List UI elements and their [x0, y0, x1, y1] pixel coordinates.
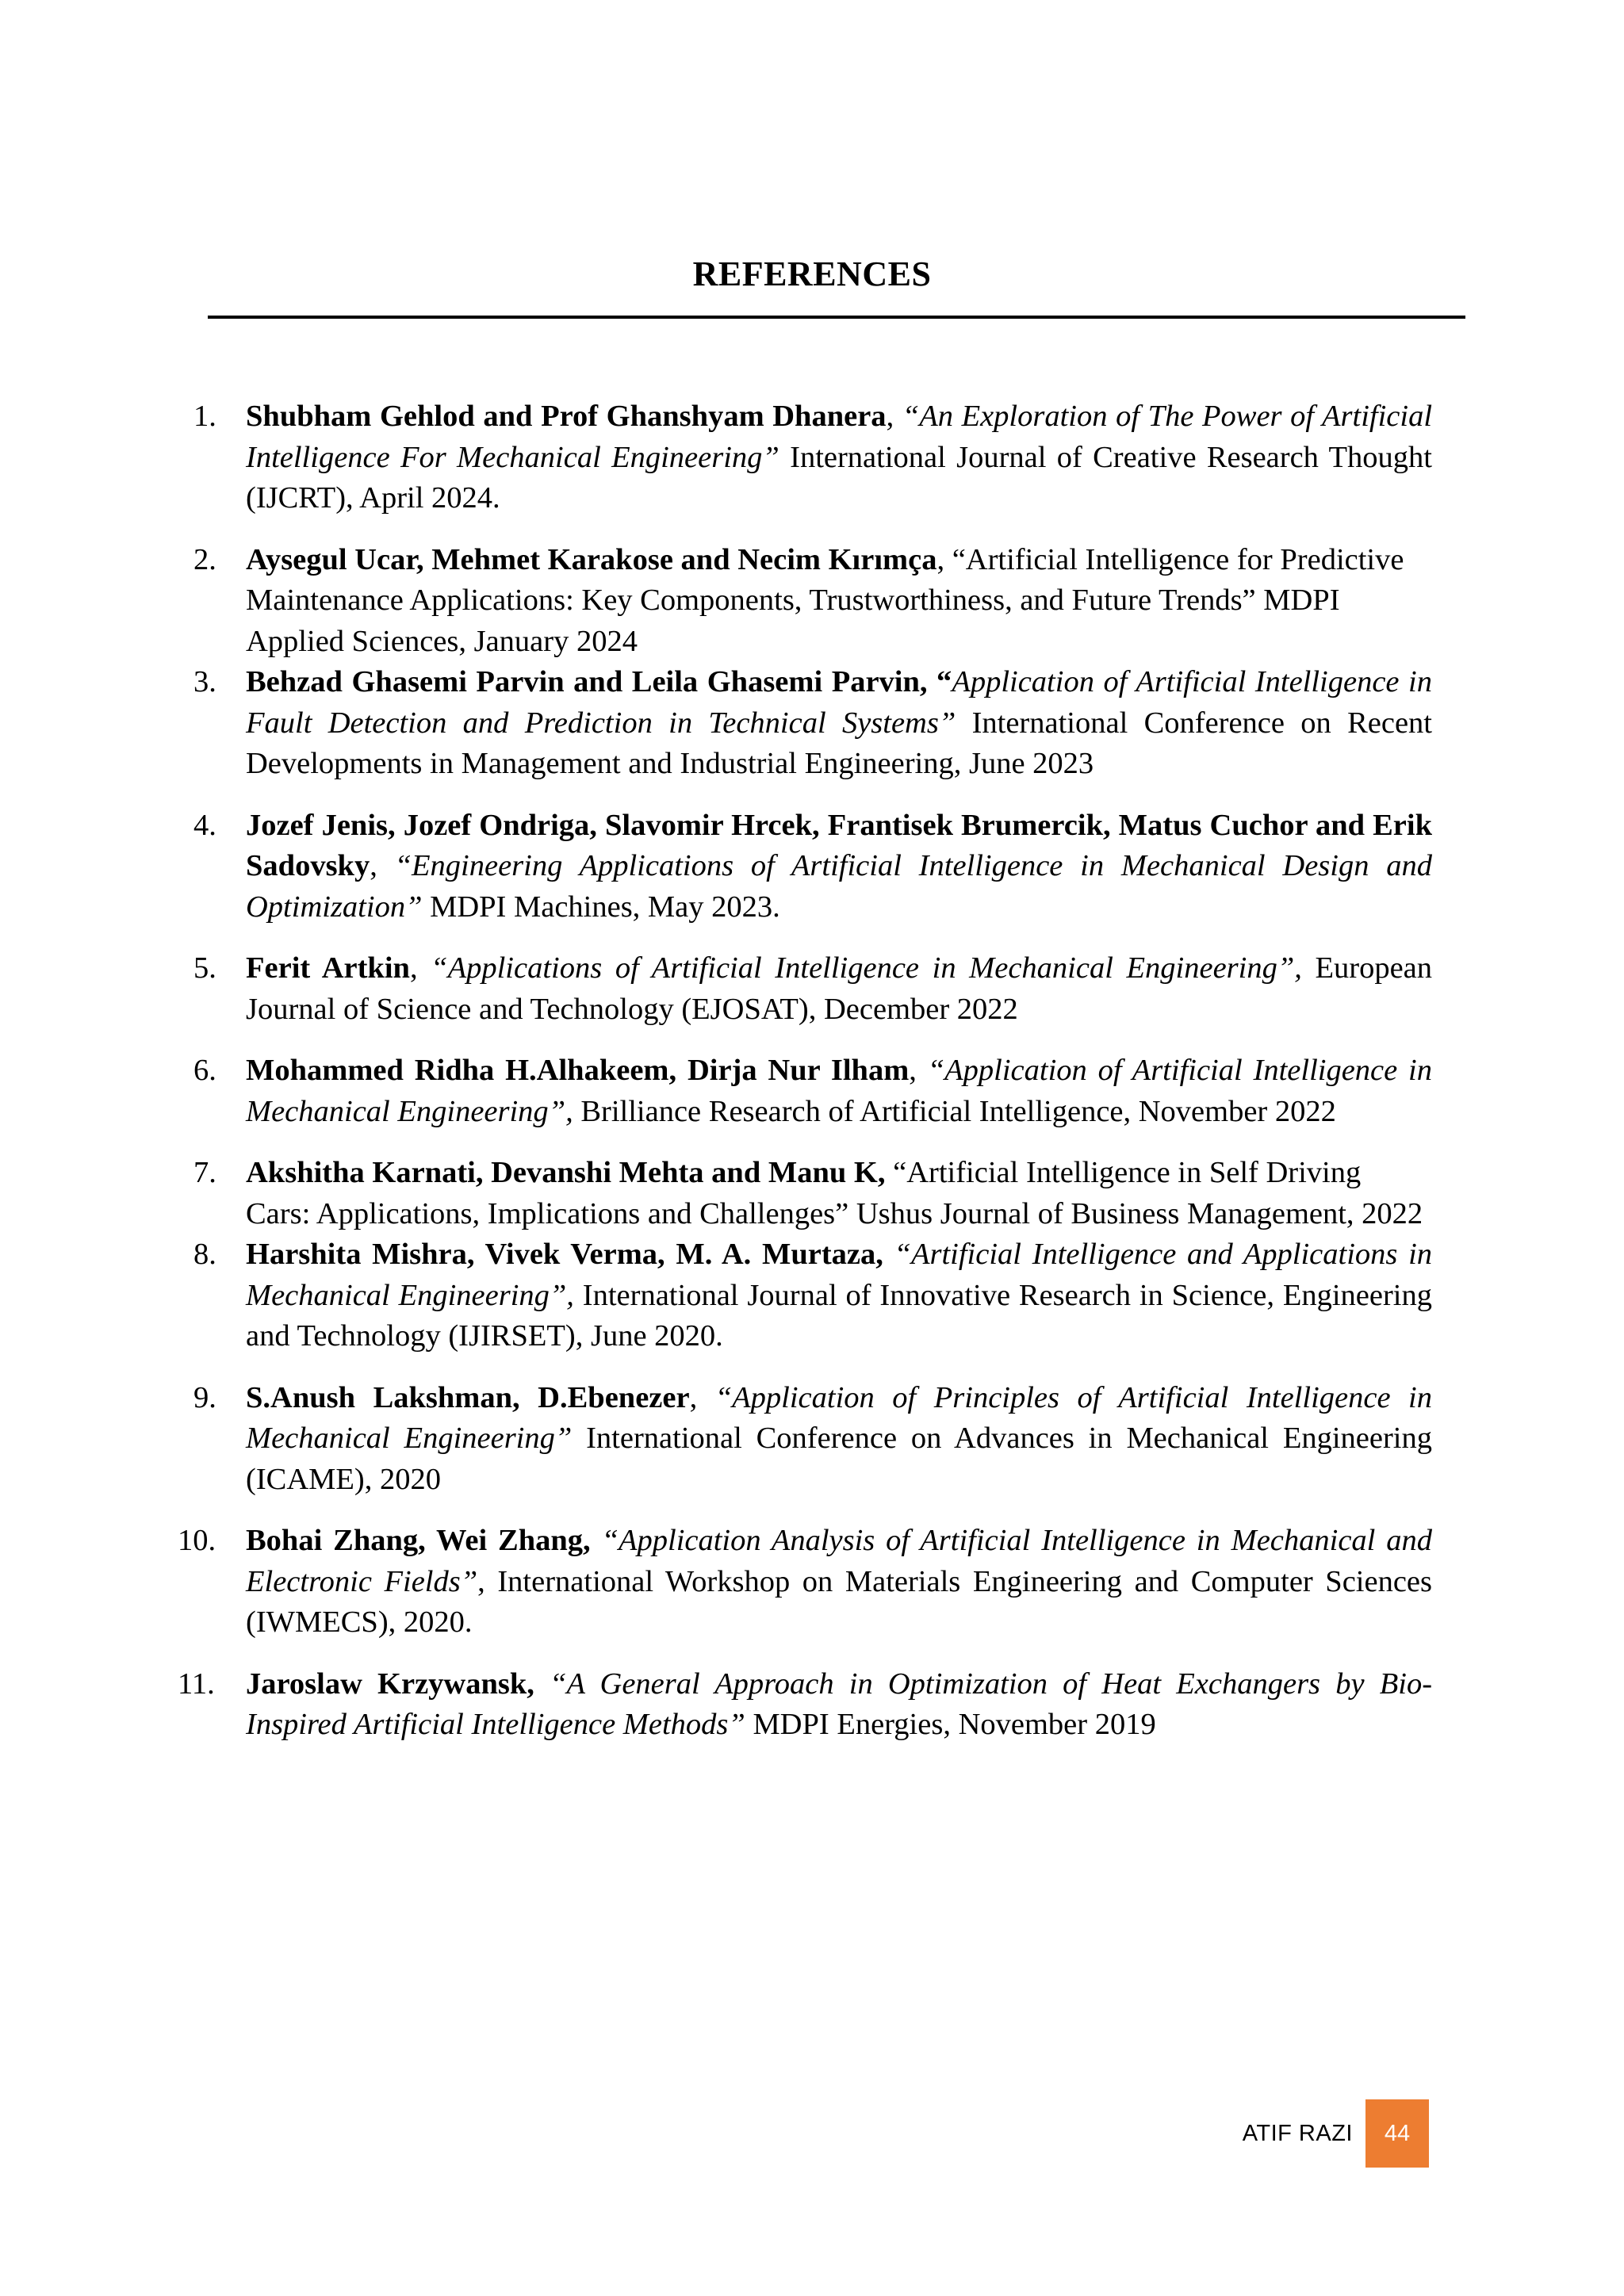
reference-separator: ,	[409, 951, 431, 985]
reference-source: MDPI Machines, May 2023.	[422, 890, 780, 924]
reference-source: International Journal of Creative Research Thought (IJCRT), April 2024.	[246, 440, 1432, 515]
reference-item	[187, 806, 1432, 928]
reference-source: International Conference on Recent Developments in Management and Industrial Engineering, June 2023	[246, 706, 1432, 780]
reference-source: International Journal of Innovative Research in Science, Engineering and Technology (IJIRSET), June 2020.	[246, 1278, 1432, 1353]
reference-number: 5.	[193, 951, 216, 985]
reference-separator: ,	[689, 1380, 715, 1414]
reference-number: 1.	[193, 400, 216, 433]
reference-item	[187, 662, 1432, 785]
reference-number: 2.	[193, 542, 216, 576]
reference-title: “A General Approach in Optimization of Heat Exchangers by Bio-Inspired Artificial Intelligence Methods”	[246, 1667, 1433, 1741]
reference-title: “Application Analysis of Artificial Intelligence in Mechanical and Electronic Fields”	[246, 1524, 1432, 1598]
reference-separator	[591, 1524, 602, 1557]
reference-title: “Application of Principles of Artificial Intelligence in Mechanical Engineering”	[246, 1380, 1432, 1455]
reference-source: International Conference on Advances in Mechanical Engineering (ICAME), 2020	[246, 1422, 1432, 1496]
reference-authors: Bohai Zhang, Wei Zhang,	[246, 1524, 591, 1557]
page-number-badge: 44	[1365, 2099, 1429, 2168]
reference-list	[178, 396, 1433, 1746]
reference-number: 4.	[193, 808, 216, 842]
reference-number: 11.	[178, 1667, 215, 1701]
reference-item	[178, 1664, 1433, 1746]
footer-author: ATIF RAZI	[1242, 2120, 1353, 2146]
reference-authors: Ferit Artkin	[246, 951, 410, 985]
reference-number: 7.	[193, 1156, 216, 1189]
reference-separator	[534, 1667, 550, 1701]
reference-number: 3.	[193, 665, 216, 698]
reference-authors: Mohammed Ridha H.Alhakeem, Dirja Nur Ilham	[246, 1054, 910, 1087]
reference-source: MDPI Applied Sciences, January 2024	[246, 584, 1340, 658]
reference-authors: S.Anush Lakshman, D.Ebenezer	[246, 1380, 690, 1414]
reference-number: 9.	[193, 1380, 216, 1414]
reference-item	[187, 1378, 1432, 1501]
page-title: REFERENCES	[692, 254, 932, 293]
reference-authors: Behzad Ghasemi Parvin and Leila Ghasemi Parvin, “	[246, 665, 952, 698]
reference-item	[187, 1234, 1432, 1357]
reference-authors: Akshitha Karnati, Devanshi Mehta and Manu K,	[246, 1156, 886, 1189]
reference-authors: Jaroslaw Krzywansk,	[246, 1667, 534, 1701]
reference-title: “Artificial Intelligence in Self Driving Cars: Applications, Implications and Challenges”	[246, 1156, 1362, 1230]
page-footer	[1243, 2099, 1429, 2168]
reference-title: “An Exploration of The Power of Artificial Intelligence For Mechanical Engineering”	[246, 400, 1433, 474]
reference-source: European Journal of Science and Technology (EJOSAT), December 2022	[246, 951, 1432, 1026]
reference-item	[187, 1153, 1432, 1234]
reference-source: MDPI Energies, November 2019	[745, 1708, 1156, 1741]
reference-title: Application of Artificial Intelligence in Fault Detection and Prediction in Technical Systems”	[246, 665, 1432, 740]
reference-separator	[883, 1238, 894, 1271]
reference-item	[187, 948, 1432, 1030]
reference-number: 8.	[193, 1238, 216, 1271]
reference-title: “Artificial Intelligence and Applications in Mechanical Engineering”,	[246, 1238, 1433, 1312]
reference-item	[178, 1521, 1432, 1644]
reference-authors: Jozef Jenis, Jozef Ondriga, Slavomir Hrcek, Frantisek Brumercik, Matus Cuchor and Erik Sadovsky	[246, 808, 1432, 882]
reference-title: “Engineering Applications of Artificial Intelligence in Mechanical Design and Optimization”	[246, 849, 1432, 924]
reference-item	[187, 396, 1432, 519]
reference-source: Ushus Journal of Business Management, 2022	[848, 1196, 1423, 1230]
reference-authors: Aysegul Ucar, Mehmet Karakose and Necim Kırımça	[246, 542, 937, 576]
reference-separator: ,	[886, 400, 902, 433]
reference-item	[187, 1050, 1432, 1132]
reference-title: “Artificial Intelligence for Predictive Maintenance Applications: Key Components, Trustworthiness, and Future Trends”	[246, 542, 1404, 617]
reference-source: , International Workshop on Materials Engineering and Computer Sciences (IWMECS), 2020.	[246, 1564, 1432, 1639]
reference-separator: ,	[936, 542, 952, 576]
reference-authors: Harshita Mishra, Vivek Verma, M. A. Murtaza,	[246, 1238, 883, 1271]
reference-separator: ,	[370, 849, 395, 882]
reference-separator: ,	[909, 1054, 928, 1087]
reference-source: Brilliance Research of Artificial Intelligence, November 2022	[573, 1094, 1336, 1128]
reference-authors: Shubham Gehlod and Prof Ghanshyam Dhanera	[246, 400, 887, 433]
reference-title: “Applications of Artificial Intelligence in Mechanical Engineering”,	[431, 951, 1302, 985]
reference-title: “Application of Artificial Intelligence in Mechanical Engineering”,	[246, 1054, 1432, 1128]
reference-separator	[886, 1156, 894, 1189]
reference-number: 6.	[193, 1054, 216, 1087]
reference-number: 10.	[178, 1524, 216, 1557]
reference-item	[187, 540, 1432, 663]
title-underline	[208, 316, 1465, 319]
